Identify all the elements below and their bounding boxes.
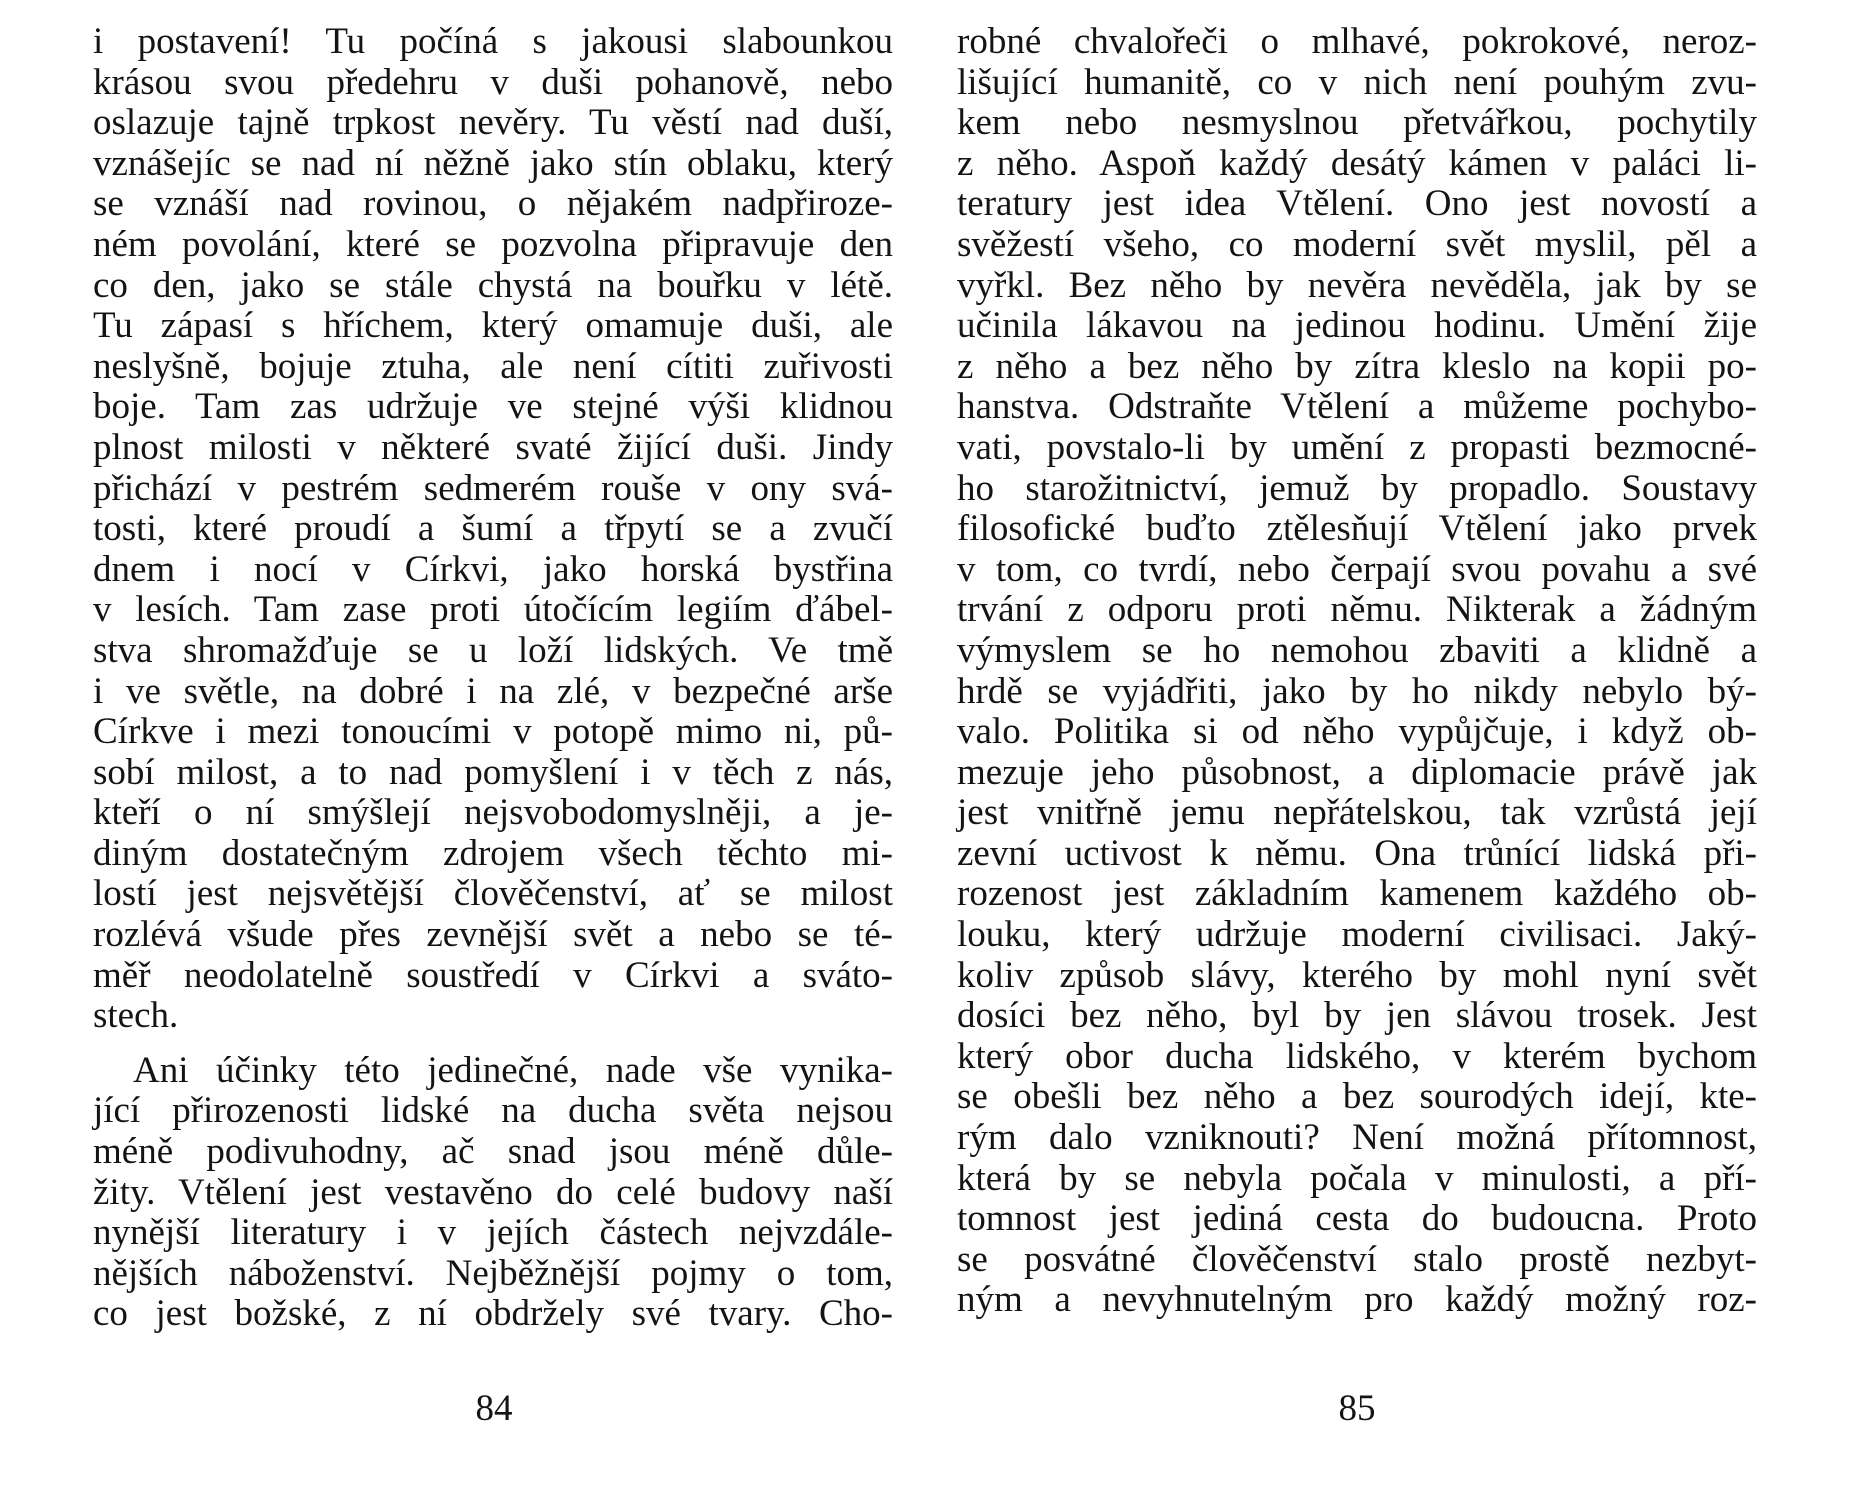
text-line: jest vnitřně jemu nepřátelskou, tak vzrůstá její [957, 792, 1757, 834]
text-line: ným a nevyhnutelným pro každý možný roz- [957, 1279, 1757, 1321]
text-line: ném povolání, které se pozvolna připravuje den [93, 223, 893, 265]
text-line: kem nebo nesmyslnou přetvářkou, pochytily [957, 102, 1757, 144]
text-line: boje. Tam zas udržuje ve stejné výši klidnou [93, 386, 893, 428]
text-line: jící přirozenosti lidské na ducha světa nejsou [93, 1090, 893, 1132]
text-line: dosíci bez něho, byl by jen slávou trosek. Jest [957, 995, 1757, 1037]
text-line: i postavení! Tu počíná s jakousi slabounkou [93, 21, 893, 62]
text-line: hrdě se vyjádřiti, jako by ho nikdy nebylo bý- [957, 670, 1757, 712]
text-line: trvání z odporu proti němu. Nikterak a žádným [957, 589, 1757, 631]
left-page [93, 22, 893, 1335]
text-line: rozlévá všude přes zevnější svět a nebo se té- [93, 914, 893, 956]
text-line: co jest božské, z ní obdržely své tvary. Cho- [93, 1293, 893, 1335]
text-line: který obor ducha lidského, v kterém bychom [957, 1035, 1757, 1077]
text-line: neslyšně, bojuje ztuha, ale není cítiti zuřivosti [93, 345, 893, 387]
text-line: lišující humanitě, co v nich není pouhým zvu- [957, 61, 1757, 103]
text-line: z něho. Aspoň každý desátý kámen v paláci li- [957, 142, 1757, 184]
text-line: měř neodolatelně soustředí v Církvi a sváto- [93, 954, 893, 996]
text-line: vyřkl. Bez něho by nevěra nevěděla, jak by se [957, 264, 1757, 306]
text-line: výmyslem se ho nemohou zbaviti a klidně a [957, 629, 1757, 671]
left-paragraph-2 [93, 1051, 893, 1335]
text-line: krásou svou předehru v duši pohanově, nebo [93, 61, 893, 103]
left-page-number: 84 [475, 1388, 513, 1429]
right-paragraph-1 [957, 22, 1757, 1321]
text-line: hanstva. Odstraňte Vtělení a můžeme pochybo- [957, 386, 1757, 428]
text-line: kteří o ní smýšlejí nejsvobodomyslněji, a je- [93, 792, 893, 834]
text-line: Tu zápasí s hříchem, který omamuje duši, ale [93, 305, 893, 347]
right-page [957, 22, 1757, 1321]
text-line: se vznáší nad rovinou, o nějakém nadpřiroze- [93, 183, 893, 225]
text-line: i ve světle, na dobré i na zlé, v bezpečné arše [93, 670, 893, 712]
text-line: se obešli bez něho a bez sourodých idejí, kte- [957, 1076, 1757, 1118]
text-line: se posvátné člověčenství stalo prostě nezbyt- [957, 1238, 1757, 1280]
text-line: vznášejíc se nad ní něžně jako stín oblaku, který [93, 142, 893, 184]
text-line: žity. Vtělení jest vestavěno do celé budovy naší [93, 1171, 893, 1213]
left-page-text [93, 22, 893, 1335]
text-line: sobí milost, a to nad pomyšlení i v těch z nás, [93, 751, 893, 793]
text-line: v lesích. Tam zase proti útočícím legiím ďábel- [93, 589, 893, 631]
text-line: plnost milosti v některé svaté žijící duši. Jindy [93, 426, 893, 468]
text-line: robné chvalořeči o mlhavé, pokrokové, neroz- [957, 21, 1757, 62]
text-line: stech. [93, 995, 179, 1037]
paragraph-gap [93, 1037, 893, 1051]
text-line: tomnost jest jediná cesta do budoucna. Proto [957, 1198, 1757, 1240]
text-line: diným dostatečným zdrojem všech těchto mi- [93, 832, 893, 874]
text-line: rozenost jest základním kamenem každého ob- [957, 873, 1757, 915]
text-line: svěžestí všeho, co moderní svět myslil, pěl a [957, 223, 1757, 265]
text-line: přichází v pestrém sedmerém rouše v ony svá- [93, 467, 893, 509]
text-line: tosti, které proudí a šumí a třpytí se a zvučí [93, 508, 893, 550]
text-line: oslazuje tajně trpkost nevěry. Tu věstí nad duší, [93, 102, 893, 144]
text-line: která by se nebyla počala v minulosti, a pří- [957, 1157, 1757, 1199]
text-line: dnem i nocí v Církvi, jako horská bystřina [93, 548, 893, 590]
text-line: zevní uctivost k němu. Ona trůnící lidská při- [957, 832, 1757, 874]
text-line: vati, povstalo-li by umění z propasti bezmocné- [957, 426, 1757, 468]
text-line: nějších náboženství. Nejběžnější pojmy o tom, [93, 1252, 893, 1294]
text-line: co den, jako se stále chystá na bouřku v létě. [93, 264, 893, 306]
left-paragraph-1 [93, 22, 893, 1037]
text-line: filosofické buďto ztělesňují Vtělení jako prvek [957, 508, 1757, 550]
text-line: mezuje jeho působnost, a diplomacie právě jak [957, 751, 1757, 793]
text-line: ho starožitnictví, jemuž by propadlo. Soustavy [957, 467, 1757, 509]
text-line: stva shromažďuje se u loží lidských. Ve tmě [93, 629, 893, 671]
text-line: z něho a bez něho by zítra kleslo na kopii po- [957, 345, 1757, 387]
right-page-text [957, 22, 1757, 1321]
text-line: méně podivuhodny, ač snad jsou méně důle- [93, 1131, 893, 1173]
text-line: nynější literatury i v jejích částech nejvzdále- [93, 1212, 893, 1254]
text-line: louku, který udržuje moderní civilisaci. Jaký- [957, 914, 1757, 956]
text-line: učinila lákavou na jedinou hodinu. Umění žije [957, 305, 1757, 347]
text-line: rým dalo vzniknouti? Není možná přítomnost, [957, 1117, 1757, 1159]
text-line: lostí jest nejsvětější člověčenství, ať se milost [93, 873, 893, 915]
text-line: koliv způsob slávy, kterého by mohl nyní svět [957, 954, 1757, 996]
text-line: Ani účinky této jedinečné, nade vše vynika- [133, 1049, 893, 1091]
text-line: teratury jest idea Vtělení. Ono jest novostí a [957, 183, 1757, 225]
text-line: Církve i mezi tonoucími v potopě mimo ni, pů- [93, 711, 893, 753]
text-line: valo. Politika si od něho vypůjčuje, i když ob- [957, 711, 1757, 753]
right-page-number: 85 [1338, 1388, 1376, 1429]
text-line: v tom, co tvrdí, nebo čerpají svou povahu a své [957, 548, 1757, 590]
